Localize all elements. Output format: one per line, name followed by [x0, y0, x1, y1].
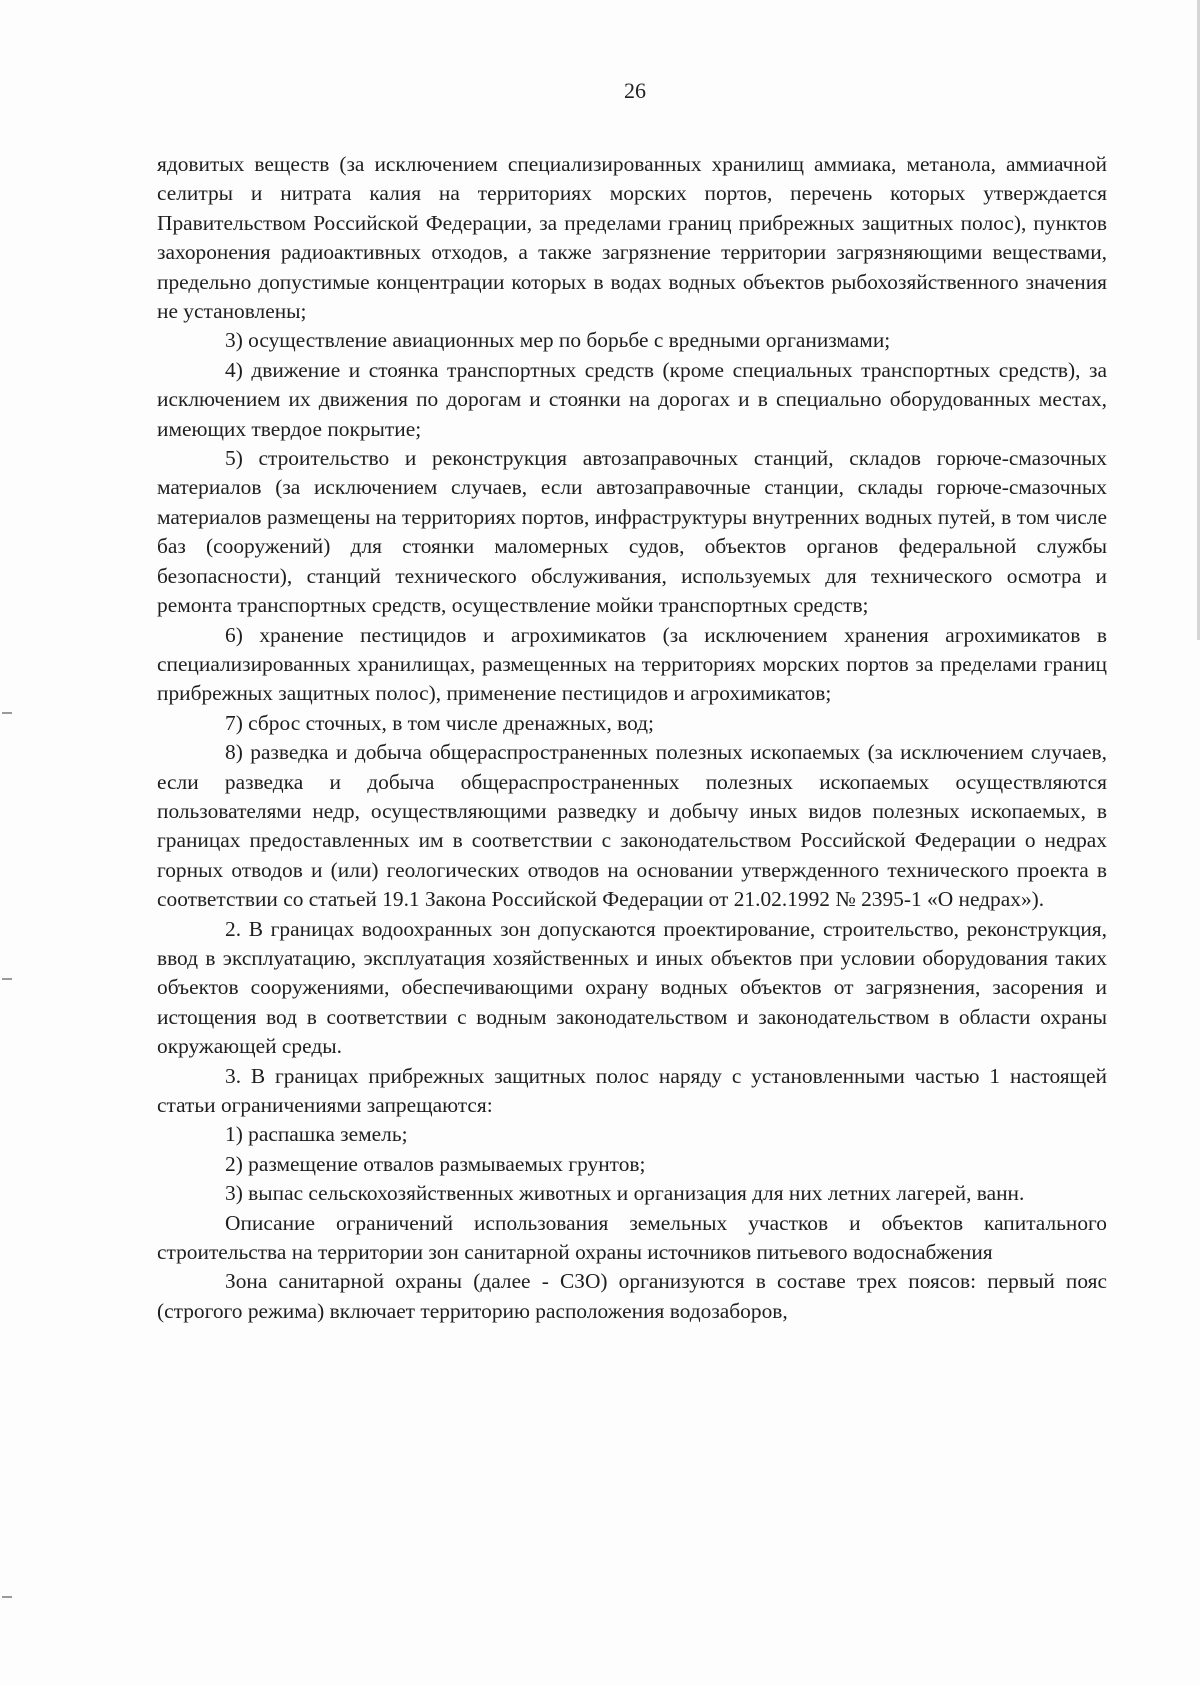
document-body: [157, 150, 1107, 1326]
paragraph: Зона санитарной охраны (далее - СЗО) организуются в составе трех поясов: первый пояс (строгого режима) включает территорию расположения водозаборов,: [157, 1269, 1107, 1323]
scan-mark: [2, 712, 12, 714]
paragraph: 5) строительство и реконструкция автозаправочных станций, складов горюче-смазочных материалов (за исключением случаев, если автозаправочные станции, склады горюче-смазочных материалов размещены на территориях портов, инфраструктуры внутренних водных путей, в том числе баз (сооружений) для стоянки маломерных судов, объектов органов федеральной службы безопасности), станций технического обслуживания, используемых для технического осмотра и ремонта транспортных средств, осуществление мойки транспортных средств;: [157, 446, 1107, 618]
section-heading: Описание ограничений использования земельных участков и объектов капитального строительства на территории зон санитарной охраны источников питьевого водоснабжения: [157, 1210, 1107, 1265]
paragraph: 2. В границах водоохранных зон допускаются проектирование, строительство, реконструкция, ввод в эксплуатацию, эксплуатация хозяйственных и иных объектов при условии оборудования таких объектов сооружениями, обеспечивающими охрану водных объектов от загрязнения, засорения и истощения вод в соответствии с водным законодательством и законодательством в области охраны окружающей среды.: [157, 916, 1107, 1059]
paragraph: 4) движение и стоянка транспортных средств (кроме специальных транспортных средств), за исключением их движения по дорогам и стоянки на дорогах и в специально оборудованных местах, имеющих твердое покрытие;: [157, 357, 1107, 441]
paragraph: 3) осуществление авиационных мер по борьбе с вредными организмами;: [225, 328, 891, 353]
scan-mark: [2, 1596, 12, 1598]
paragraph: 7) сброс сточных, в том числе дренажных, вод;: [225, 710, 655, 735]
paragraph: 1) распашка земель;: [225, 1122, 408, 1147]
paragraph: ядовитых веществ (за исключением специализированных хранилищ аммиака, метанола, аммиачной селитры и нитрата калия на территориях морских портов, перечень которых утверждается Правительством Российской Федерации, за пределами границ прибрежных защитных полос), пунктов захоронения радиоактивных отходов, а также загрязнение территории загрязняющими веществами, предельно допустимые концентрации которых в водах водных объектов рыбохозяйственного значения не установлены;: [157, 152, 1107, 324]
paragraph: 8) разведка и добыча общераспространенных полезных ископаемых (за исключением случаев, если разведка и добыча общераспространенных полезных ископаемых осуществляются пользователями недр, осуществляющими разведку и добычу иных видов полезных ископаемых, в границах предоставленных им в соответствии с законодательством Российской Федерации о недрах горных отводов и (или) геологических отводов на основании утвержденного технического проекта в соответствии со статьей 19.1 Закона Российской Федерации от 21.02.1992 № 2395-1 «О недрах»).: [157, 740, 1107, 912]
paragraph: 3. В границах прибрежных защитных полос наряду с установленными частью 1 настоящей статьи ограничениями запрещаются:: [157, 1063, 1107, 1117]
paragraph: 2) размещение отвалов размываемых грунтов;: [225, 1151, 646, 1176]
paragraph: 3) выпас сельскохозяйственных животных и организация для них летних лагерей, ванн.: [225, 1181, 1025, 1206]
scan-mark: [2, 978, 12, 980]
page-number: 26: [624, 78, 646, 103]
paragraph: 6) хранение пестицидов и агрохимикатов (за исключением хранения агрохимикатов в специализированных хранилищах, размещенных на территориях морских портов за пределами границ прибрежных защитных полос), применение пестицидов и агрохимикатов;: [157, 622, 1107, 706]
